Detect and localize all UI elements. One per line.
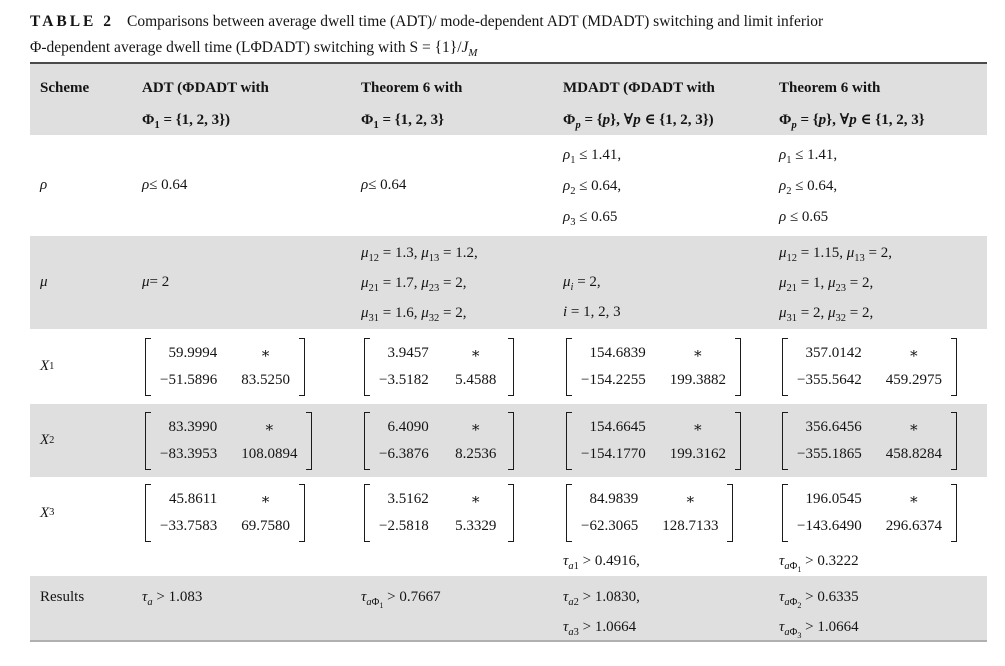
x2-mdadt-matrix-cell xyxy=(553,404,769,477)
matrix-entry: 3.9457 xyxy=(387,344,429,361)
matrix-entry: 84.9839 xyxy=(589,491,639,507)
matrix-entry: 8.2536 xyxy=(455,445,497,462)
rho-mdadt-line: $\rho_2 \le 0.64$, xyxy=(563,178,622,197)
matrix-entry: 5.4588 xyxy=(455,371,497,388)
matrix-entry: ∗ xyxy=(260,492,271,508)
x1-theorem6-b-matrix-cell xyxy=(769,329,987,404)
matrix-entry: ∗ xyxy=(260,345,271,362)
row-results xyxy=(30,576,987,642)
matrix-entry: −6.3876 xyxy=(379,445,429,462)
results-theorem6-a-text: $\tau_{a\Phi_1} > 0.7667$ xyxy=(361,589,441,611)
row-results-label xyxy=(30,576,132,642)
table-number-label: TABLE 2 xyxy=(30,13,115,30)
matrix-entry: 83.5250 xyxy=(241,371,290,388)
matrix-entry: 154.6839 xyxy=(589,344,646,361)
matrix-entry: −355.1865 xyxy=(797,445,862,462)
right-bracket-icon xyxy=(951,484,957,542)
caption-text-line2: Φ-dependent average dwell time (LΦDADT) switching with $S = \{1\}/J_M$ xyxy=(30,39,478,60)
rho-adt-value: ρ ≤ 0.64 xyxy=(142,177,188,193)
header-scheme-label: Scheme xyxy=(40,80,90,96)
rho-theorem6-b-line: ρ ≤ 0.65 xyxy=(779,209,829,225)
header-theorem6-b xyxy=(769,64,987,136)
mu-theorem6-b-line: $\mu_{12} = 1.15$, $\mu_{13} = 2$, xyxy=(779,245,892,264)
matrix-entry: ∗ xyxy=(264,419,275,436)
matrix-entry: −154.1770 xyxy=(581,445,646,462)
results-mdadt-line: $\tau_{a2} > 1.0830$, xyxy=(563,589,640,608)
matrix-entry: −355.5642 xyxy=(797,371,862,388)
row-x1 xyxy=(30,329,987,404)
matrix-x2-theorem6-b xyxy=(782,412,957,470)
right-bracket-icon xyxy=(299,484,305,542)
x2-theorem6-a-matrix-cell xyxy=(351,404,553,477)
right-bracket-icon xyxy=(735,412,741,470)
results-theorem6-b-line: $\tau_{a\Phi_2} > 0.6335$ xyxy=(779,589,859,611)
results-mdadt-values xyxy=(553,576,769,642)
matrix-entry: −83.3953 xyxy=(160,445,218,462)
matrix-x1-mdadt xyxy=(566,338,741,396)
matrix-entry: ∗ xyxy=(908,419,919,436)
results-theorem6-b-line: $\tau_{a\Phi_3} > 1.0664$ xyxy=(779,619,859,641)
results-label-text: Results xyxy=(40,589,85,605)
row-x3-label-cell xyxy=(30,477,132,576)
matrix-x1-theorem6-b xyxy=(782,338,957,396)
header-scheme xyxy=(30,64,132,136)
row-rho-label: ρ xyxy=(40,177,48,193)
mu-adt-value: μ = 2 xyxy=(142,274,170,290)
header-adt xyxy=(132,64,351,136)
matrix-entry: −3.5182 xyxy=(379,371,429,388)
matrix-entry: ∗ xyxy=(692,419,703,436)
matrix-entry: 459.2975 xyxy=(885,371,942,388)
results-tau-aphi1: $\tau_{a\Phi_1} > 0.3222$ xyxy=(779,553,859,575)
matrix-entry: −62.3065 xyxy=(581,518,639,534)
x1-theorem6-a-matrix-cell xyxy=(351,329,553,404)
matrix-entry: 45.8611 xyxy=(169,491,218,507)
row-x3 xyxy=(30,477,987,576)
matrix-entry: ∗ xyxy=(908,492,919,508)
caption-text-line1: Comparisons between average dwell time (ADT)/ mode-dependent ADT (MDADT) switching and limit inferior xyxy=(127,13,824,30)
header-adt-line2: $\Phi_1 = \{1$, 2, 3}) xyxy=(142,112,231,131)
matrix-entry: ∗ xyxy=(908,345,919,362)
header-theorem6-b-line1: Theorem 6 with xyxy=(779,80,881,96)
results-adt-text: $\tau_a > 1.083$ xyxy=(142,589,203,608)
header-theorem6-a-line2: $\Phi_1 = \{1$, 2, 3} xyxy=(361,112,445,131)
header-mdadt xyxy=(553,64,769,136)
matrix-entry: 357.0142 xyxy=(805,344,862,361)
x3-adt-matrix-cell xyxy=(132,477,351,576)
header-mdadt-line2: $\Phi_p = \{p\}$, ∀p ∈ {1, 2, 3}) xyxy=(563,112,714,131)
mu-theorem6-a-line: $\mu_{12} = 1.3$, $\mu_{13} = 1.2$, xyxy=(361,245,478,264)
row-rho xyxy=(30,135,987,236)
row-x3-label: X 3 xyxy=(40,504,55,521)
results-theorem6-a-value xyxy=(351,576,553,642)
x1-mdadt-matrix-cell xyxy=(553,329,769,404)
matrix-entry: 83.3990 xyxy=(168,418,218,435)
matrix-entry: 356.6456 xyxy=(805,418,862,435)
mu-mdadt-values xyxy=(553,236,769,329)
matrix-entry: 199.3162 xyxy=(669,445,726,462)
right-bracket-icon xyxy=(951,412,957,470)
matrix-x3-theorem6-b xyxy=(782,484,957,542)
right-bracket-icon xyxy=(508,484,514,542)
rho-mdadt-line: $\rho_3 \le 0.65$ xyxy=(563,209,618,228)
mu-mdadt-line: $\mu_i = 2$, xyxy=(563,274,601,293)
mu-theorem6-b-values xyxy=(769,236,987,329)
matrix-entry: 69.7580 xyxy=(241,518,290,534)
header-theorem6-a xyxy=(351,64,553,136)
table-caption xyxy=(30,9,982,61)
matrix-entry: 199.3882 xyxy=(669,371,726,388)
matrix-entry: ∗ xyxy=(685,492,696,508)
rho-mdadt-values xyxy=(553,135,769,236)
matrix-entry: −143.6490 xyxy=(797,518,862,534)
mu-theorem6-b-line: $\mu_{31} = 2$, $\mu_{32} = 2$, xyxy=(779,305,874,324)
row-x2-label: X 2 xyxy=(40,432,55,448)
row-mu xyxy=(30,236,987,329)
mu-theorem6-b-line: $\mu_{21} = 1$, $\mu_{23} = 2$, xyxy=(779,275,874,294)
right-bracket-icon xyxy=(727,484,733,542)
x3-mdadt-matrix-cell xyxy=(553,477,769,576)
rho-theorem6-b-line: $\rho_1 \le 1.41$, xyxy=(779,147,838,166)
results-tau-a1: $\tau_{a1} > 0.4916$, xyxy=(563,553,640,572)
matrix-x2-adt xyxy=(145,412,312,470)
mu-mdadt-line: i = 1, 2, 3 xyxy=(563,304,621,320)
right-bracket-icon xyxy=(735,338,741,396)
header-theorem6-a-line1: Theorem 6 with xyxy=(361,80,463,96)
matrix-x3-theorem6-a xyxy=(364,484,514,542)
mu-theorem6-a-line: $\mu_{31} = 1.6$, $\mu_{32} = 2$, xyxy=(361,305,467,324)
matrix-entry: 6.4090 xyxy=(387,418,429,435)
matrix-x2-mdadt xyxy=(566,412,741,470)
x1-adt-matrix-cell xyxy=(132,329,351,404)
matrix-entry: −2.5818 xyxy=(379,518,429,534)
comparison-table xyxy=(30,62,987,642)
x2-theorem6-b-matrix-cell xyxy=(769,404,987,477)
matrix-entry: ∗ xyxy=(470,345,481,362)
mu-theorem6-a-values xyxy=(351,236,553,329)
header-theorem6-b-line2: $\Phi_p = \{p\}$, ∀p ∈ {1, 2, 3} xyxy=(779,112,925,131)
matrix-entry: 108.0894 xyxy=(241,445,298,462)
table-header-row xyxy=(30,62,987,135)
x3-theorem6-b-matrix-cell xyxy=(769,477,987,576)
rho-theorem6-b-values xyxy=(769,135,987,236)
row-x2 xyxy=(30,404,987,477)
matrix-entry: 154.6645 xyxy=(589,418,646,435)
header-adt-line1: ADT (ΦDADT with xyxy=(142,80,269,96)
matrix-entry: −51.5896 xyxy=(160,371,218,388)
right-bracket-icon xyxy=(306,412,312,470)
results-theorem6-b-values xyxy=(769,576,987,642)
row-mu-label: μ xyxy=(40,274,48,290)
matrix-x1-adt xyxy=(145,338,305,396)
matrix-entry: 296.6374 xyxy=(885,518,942,534)
mu-theorem6-a-line: $\mu_{21} = 1.7$, $\mu_{23} = 2$, xyxy=(361,275,467,294)
row-x1-label: X 1 xyxy=(40,358,55,374)
matrix-entry: ∗ xyxy=(470,492,481,508)
header-mdadt-line1: MDADT (ΦDADT with xyxy=(563,80,715,96)
right-bracket-icon xyxy=(299,338,305,396)
matrix-entry: −154.2255 xyxy=(581,371,646,388)
matrix-x3-mdadt xyxy=(566,484,733,542)
rho-theorem6-b-line: $\rho_2 \le 0.64$, xyxy=(779,178,838,197)
matrix-entry: 3.5162 xyxy=(387,491,429,507)
matrix-x1-theorem6-a xyxy=(364,338,514,396)
matrix-entry: ∗ xyxy=(470,419,481,436)
matrix-x3-adt xyxy=(145,484,305,542)
matrix-entry: ∗ xyxy=(692,345,703,362)
matrix-entry: 5.3329 xyxy=(455,518,497,534)
right-bracket-icon xyxy=(508,338,514,396)
right-bracket-icon xyxy=(508,412,514,470)
matrix-entry: −33.7583 xyxy=(160,518,218,534)
matrix-entry: 196.0545 xyxy=(805,491,862,507)
matrix-entry: 458.8284 xyxy=(885,445,942,462)
matrix-x2-theorem6-a xyxy=(364,412,514,470)
x2-adt-matrix-cell xyxy=(132,404,351,477)
results-adt-value xyxy=(132,576,351,642)
x3-theorem6-a-matrix-cell xyxy=(351,477,553,576)
matrix-entry: 128.7133 xyxy=(662,518,719,534)
matrix-entry: 59.9994 xyxy=(168,344,218,361)
right-bracket-icon xyxy=(951,338,957,396)
rho-theorem6-a-value: ρ ≤ 0.64 xyxy=(361,177,407,193)
results-mdadt-line: $\tau_{a3} > 1.0664$ xyxy=(563,619,637,638)
rho-mdadt-line: $\rho_1 \le 1.41$, xyxy=(563,147,622,166)
